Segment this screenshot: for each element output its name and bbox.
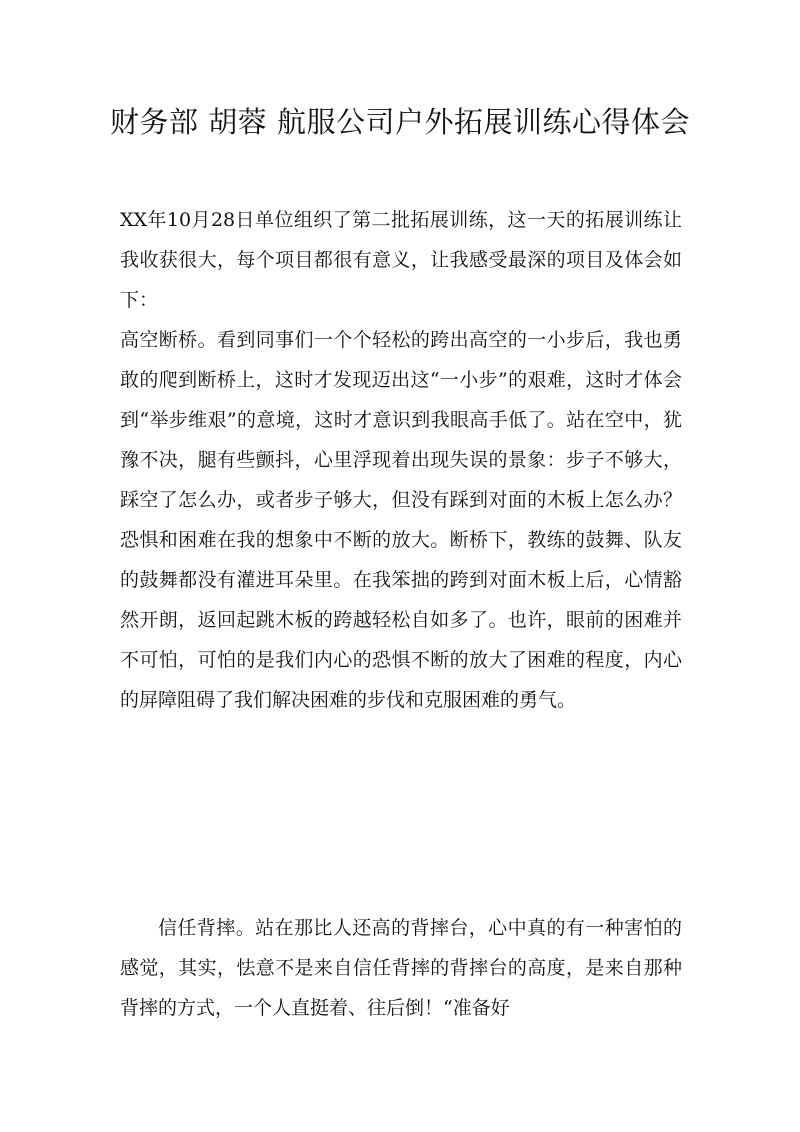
trust-fall-block: [120, 908, 682, 1028]
intro-block: [120, 200, 682, 320]
document-title: 财务部 胡蓉 航服公司户外拓展训练心得体会: [110, 105, 690, 139]
paragraph-intro: XX年10月28日单位组织了第二批拓展训练，这一天的拓展训练让我收获很大，每个项目都很有意义，让我感受最深的项目及体会如下：: [120, 209, 682, 311]
paragraph-broken-bridge: 高空断桥。看到同事们一个个轻松的跨出高空的一小步后，我也勇敢的爬到断桥上，这时才发现迈出这“一小步”的艰难，这时才体会到“举步维艰”的意境，这时才意识到我眼高手低了。站在空中，犹豫不决，腿有些颤抖，心里浮现着出现失误的景象：步子不够大，踩空了怎么办，或者步子够大，但没有踩到对面的木板上怎么办？恐惧和困难在我的想象中不断的放大。断桥下，教练的鼓舞、队友的鼓舞都没有灌进耳朵里。在我笨拙的跨到对面木板上后，心情豁然开朗，返回起跳木板的跨越轻松自如多了。也许，眼前的困难并不可怕，可怕的是我们内心的恐惧不断的放大了困难的程度，内心的屏障阻碍了我们解决困难的步伐和克服困难的勇气。: [120, 329, 682, 711]
paragraph-trust-fall: 信任背摔。站在那比人还高的背摔台，心中真的有一种害怕的感觉，其实，怯意不是来自信任背摔的背摔台的高度，是来自那种背摔的方式，一个人直挺着、往后倒！“准备好: [120, 917, 682, 1019]
broken-bridge-block: [120, 320, 682, 720]
